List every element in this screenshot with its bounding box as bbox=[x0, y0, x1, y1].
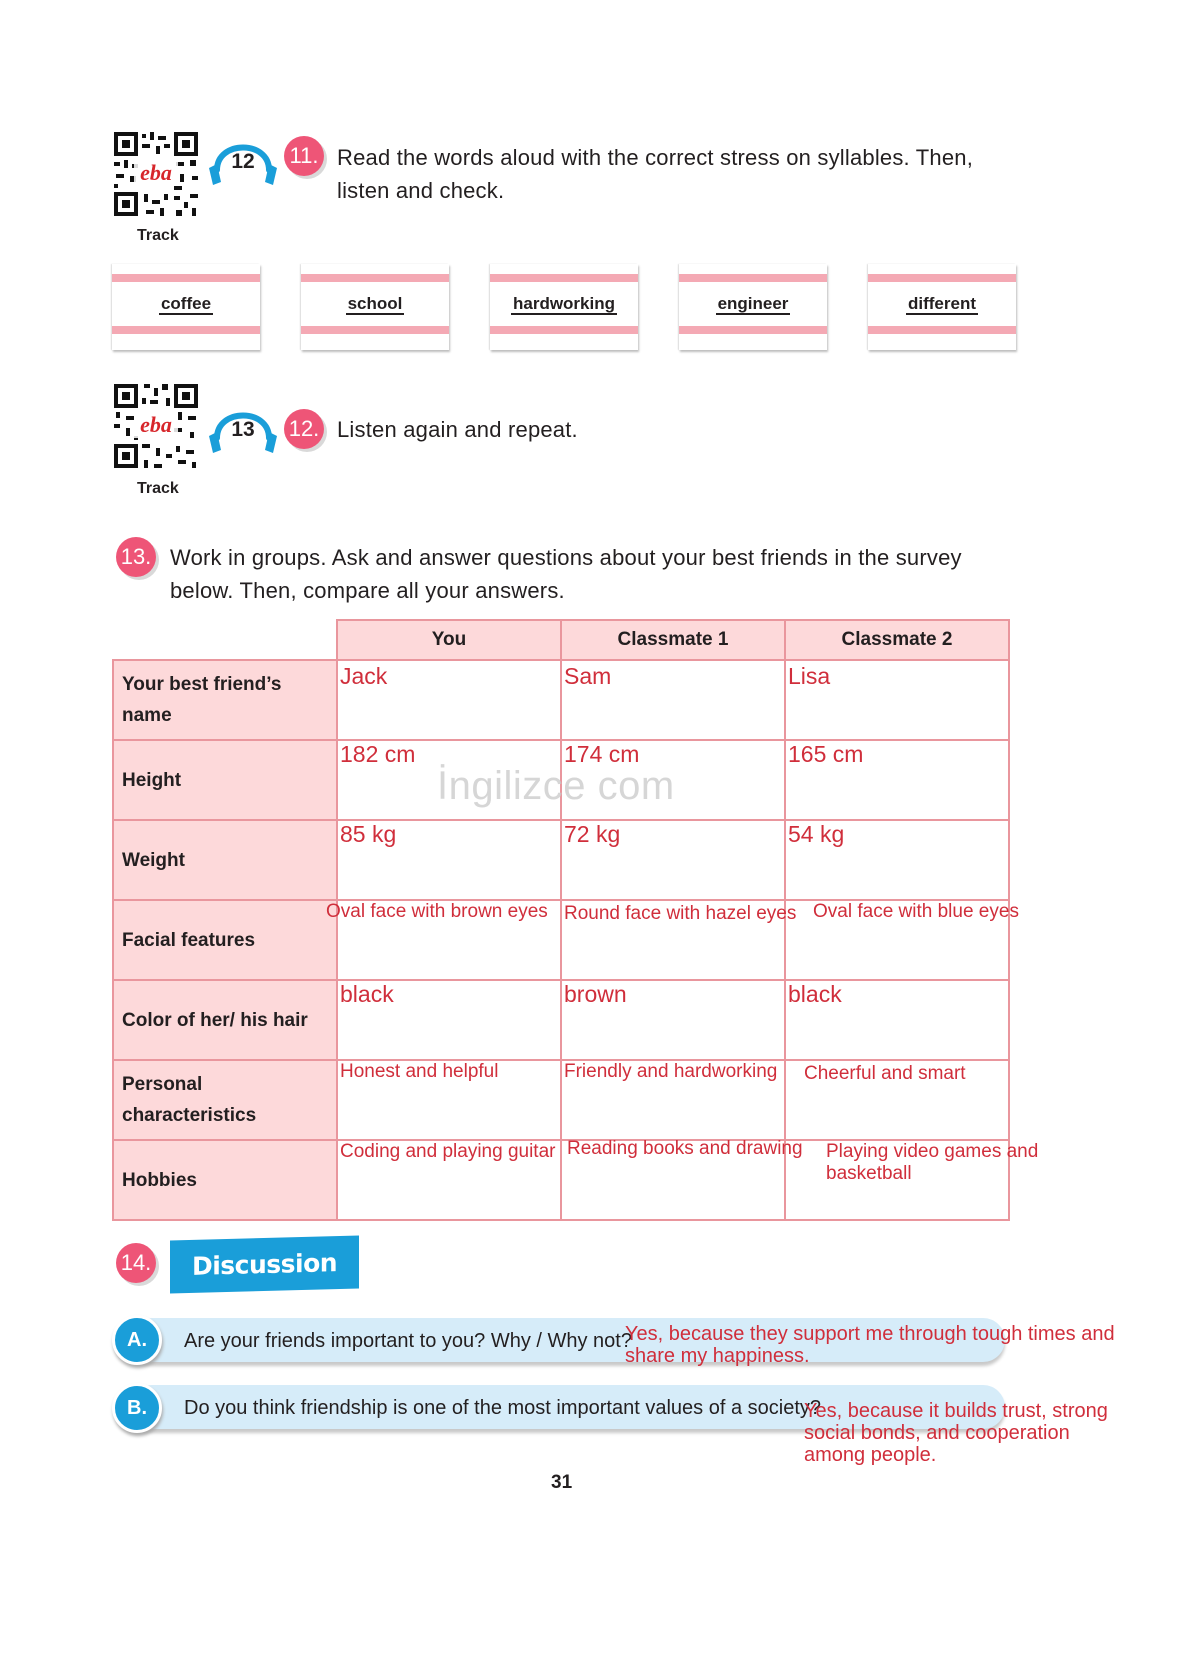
exercise-14-number: 14. bbox=[116, 1243, 156, 1283]
track-number: 12 bbox=[231, 150, 255, 173]
answer-cell[interactable] bbox=[785, 900, 1019, 980]
answer-cell[interactable] bbox=[561, 660, 785, 740]
word-different: different bbox=[908, 294, 976, 313]
answer-cell[interactable] bbox=[561, 900, 797, 980]
handwritten-answer: black bbox=[340, 981, 394, 1007]
row-header bbox=[113, 1060, 337, 1140]
table-row bbox=[113, 660, 1009, 740]
instruction-line: below. Then, compare all your answers. bbox=[170, 578, 565, 603]
row-header-line: name bbox=[122, 705, 172, 726]
row-header-line: Facial features bbox=[122, 929, 256, 951]
question-letter-a: A. bbox=[112, 1315, 162, 1365]
headphones-icon[interactable] bbox=[205, 130, 281, 194]
row-header-line: Hobbies bbox=[122, 1169, 197, 1191]
handwritten-answer: Round face with hazel eyes bbox=[564, 903, 797, 924]
table-corner bbox=[113, 620, 337, 660]
exercise-11-instruction bbox=[337, 141, 973, 207]
table-row bbox=[113, 900, 1009, 980]
handwritten-answer: Coding and playing guitar bbox=[340, 1141, 556, 1162]
row-header bbox=[113, 980, 337, 1060]
question-text: Are your friends important to you? Why / Why not? bbox=[184, 1330, 632, 1352]
handwritten-answer: Cheerful and smart bbox=[804, 1063, 966, 1084]
answer-cell[interactable] bbox=[785, 1140, 1039, 1220]
answer-cell[interactable] bbox=[785, 740, 1009, 820]
handwritten-answer: Lisa bbox=[788, 663, 831, 689]
answer-cell[interactable] bbox=[785, 660, 1009, 740]
exercise-11-number: 11. bbox=[284, 136, 324, 176]
answer-cell[interactable] bbox=[561, 1060, 785, 1140]
headphones-icon[interactable] bbox=[205, 398, 281, 462]
handwritten-answer: Jack bbox=[340, 663, 388, 689]
word-card-different bbox=[868, 264, 1016, 350]
answer-line: share my happiness. bbox=[625, 1345, 810, 1367]
exercise-13-number: 13. bbox=[116, 537, 156, 577]
row-header-line: Color of her/ his hair bbox=[122, 1009, 308, 1031]
word-school: school bbox=[347, 294, 403, 313]
question-text: Do you think friendship is one of the most important values of a society? bbox=[184, 1397, 822, 1419]
answer-cell[interactable] bbox=[785, 1060, 1009, 1140]
word-coffee: coffee bbox=[160, 294, 212, 313]
handwritten-answer: brown bbox=[564, 981, 627, 1007]
word-card-school bbox=[301, 264, 449, 350]
row-header bbox=[113, 660, 337, 740]
row-header bbox=[113, 1140, 337, 1220]
answer-cell[interactable] bbox=[785, 980, 1009, 1060]
answer-cell[interactable] bbox=[337, 1140, 561, 1220]
answer-cell[interactable] bbox=[337, 820, 561, 900]
handwritten-answer-a bbox=[625, 1323, 1115, 1367]
table-row bbox=[113, 980, 1009, 1060]
table-row bbox=[113, 1140, 1009, 1220]
handwritten-answer: Honest and helpful bbox=[340, 1061, 499, 1082]
track-number: 13 bbox=[231, 418, 255, 441]
answer-cell[interactable] bbox=[337, 980, 561, 1060]
instruction-line: listen and check. bbox=[337, 178, 505, 203]
word-card-coffee bbox=[112, 264, 260, 350]
handwritten-answer: 165 cm bbox=[788, 741, 864, 767]
table-row bbox=[113, 820, 1009, 900]
handwritten-answer: Oval face with brown eyes bbox=[326, 901, 548, 922]
column-header: Classmate 2 bbox=[785, 620, 1009, 660]
row-header-line: Your best friend’s bbox=[122, 674, 282, 695]
handwritten-answer: 85 kg bbox=[340, 821, 397, 847]
column-header: Classmate 1 bbox=[561, 620, 785, 660]
table-row bbox=[113, 1060, 1009, 1140]
instruction-line: Work in groups. Ask and answer questions about your best friends in the survey bbox=[170, 545, 962, 570]
track-label: Track bbox=[137, 227, 179, 244]
answer-line: Yes, because they support me through tough times and bbox=[625, 1323, 1115, 1345]
discussion-time-banner: Discussion bbox=[170, 1236, 359, 1294]
answer-cell[interactable] bbox=[561, 820, 785, 900]
answer-cell[interactable] bbox=[337, 1060, 561, 1140]
row-header-line: Personal bbox=[122, 1074, 203, 1095]
answer-cell[interactable] bbox=[561, 1138, 803, 1220]
handwritten-answer: 54 kg bbox=[788, 821, 845, 847]
answer-cell[interactable] bbox=[561, 980, 785, 1060]
answer-cell[interactable] bbox=[337, 660, 561, 740]
exercise-12-number: 12. bbox=[284, 409, 324, 449]
answer-cell[interactable] bbox=[326, 900, 561, 980]
qr-code-track-12[interactable] bbox=[112, 130, 200, 218]
column-header: You bbox=[337, 620, 561, 660]
handwritten-answer: Playing video games and basketball bbox=[826, 1141, 1039, 1184]
instruction-line: Read the words aloud with the correct stress on syllables. Then, bbox=[337, 145, 974, 170]
handwritten-answer: 174 cm bbox=[564, 741, 640, 767]
word-card-engineer bbox=[679, 264, 827, 350]
answer-line: among people. bbox=[804, 1444, 937, 1466]
word-engineer: engineer bbox=[717, 294, 789, 313]
row-header bbox=[113, 900, 337, 980]
row-header-line: Height bbox=[122, 769, 182, 791]
handwritten-answer: 72 kg bbox=[564, 821, 621, 847]
handwritten-answer: Oval face with blue eyes bbox=[813, 901, 1019, 922]
handwritten-answer: Reading books and drawing bbox=[567, 1138, 803, 1159]
answer-line: social bonds, and cooperation bbox=[804, 1422, 1070, 1444]
word-hardworking: hardworking bbox=[512, 294, 615, 313]
handwritten-answer: Sam bbox=[564, 663, 612, 689]
row-header bbox=[113, 820, 337, 900]
answer-cell[interactable] bbox=[785, 820, 1009, 900]
table-header-row bbox=[113, 620, 1009, 660]
handwritten-answer-b bbox=[804, 1400, 1108, 1466]
answer-line: Yes, because it builds trust, strong bbox=[804, 1400, 1108, 1422]
row-header bbox=[113, 740, 337, 820]
track-label: Track bbox=[137, 480, 179, 497]
handwritten-answer: black bbox=[788, 981, 842, 1007]
word-card-hardworking bbox=[490, 264, 638, 350]
eba-logo: eba bbox=[134, 160, 178, 186]
survey-table bbox=[112, 619, 1039, 1221]
exercise-12-instruction: Listen again and repeat. bbox=[337, 417, 578, 442]
question-letter-b: B. bbox=[112, 1383, 162, 1433]
row-header-line: Weight bbox=[122, 849, 185, 871]
eba-logo: eba bbox=[134, 412, 178, 438]
page-number: 31 bbox=[551, 1472, 573, 1493]
handwritten-answer: Friendly and hardworking bbox=[564, 1061, 778, 1082]
qr-code-track-13[interactable] bbox=[112, 382, 200, 470]
row-header-line: characteristics bbox=[122, 1105, 257, 1126]
watermark: İngilizce com bbox=[437, 764, 675, 808]
handwritten-answer: 182 cm bbox=[340, 741, 416, 767]
exercise-13-instruction bbox=[170, 541, 962, 607]
